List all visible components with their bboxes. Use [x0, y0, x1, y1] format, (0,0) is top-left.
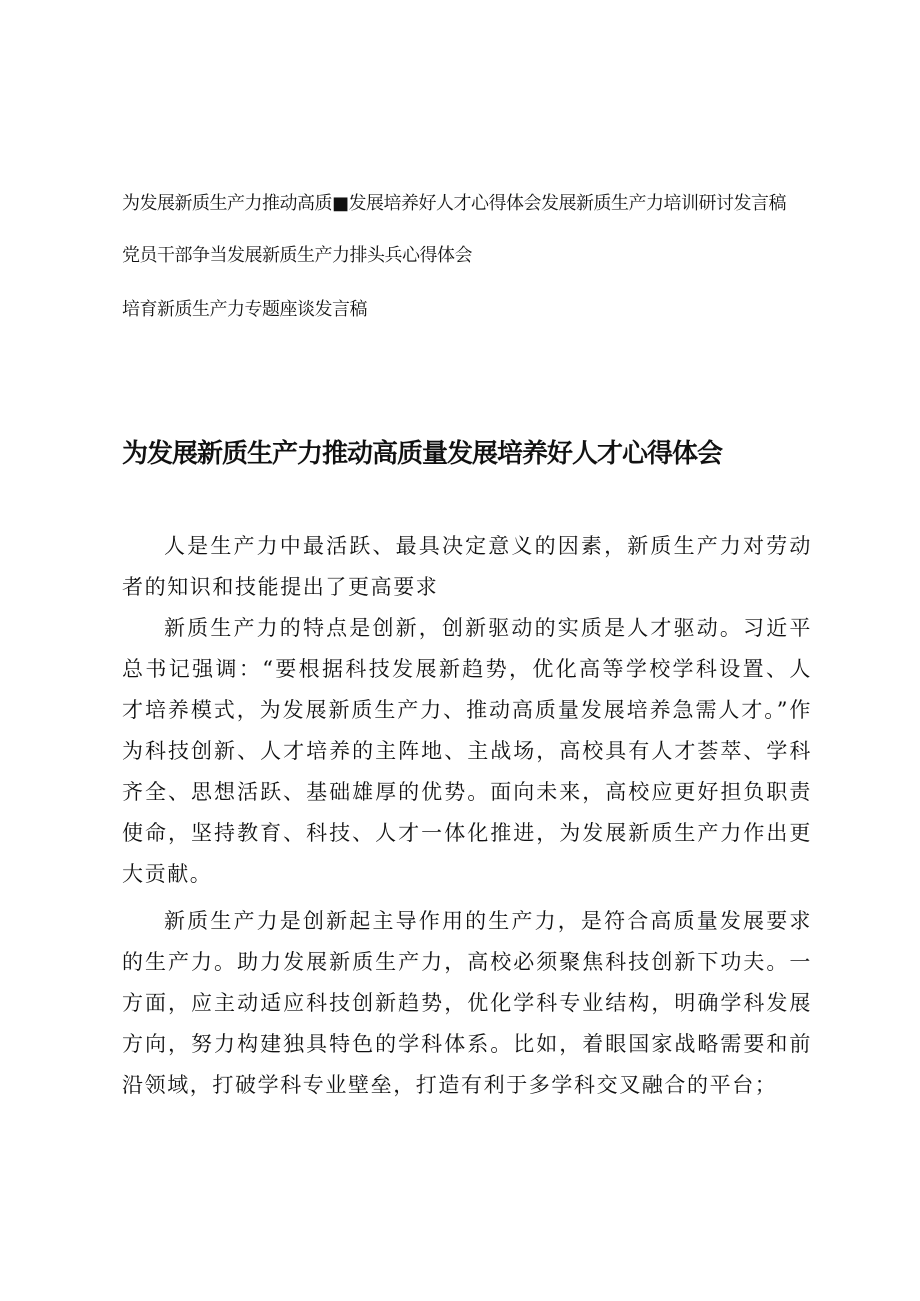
toc-item-1[interactable]: 为发展新质生产力推动高质■发展培养好人才心得体会发展新质生产力培训研讨发言稿 [122, 193, 787, 214]
toc-item-2[interactable]: 党员干部争当发展新质生产力排头兵心得体会 [122, 245, 472, 266]
toc-item-3[interactable]: 培育新质生产力专题座谈发言稿 [122, 299, 367, 320]
paragraph-2: 新质生产力的特点是创新，创新驱动的实质是人才驱动。习近平总书记强调：“要根据科技发展新趋势，优化高等学校学科设置、人才培养模式，为发展新质生产力、推动高质量发展培养急需人才。”作为科技创新、人才培养的主阵地、主战场，高校具有人才荟萃、学科齐全、思想活跃、基础雄厚的优势。面向未来，高校应更好担负职责使命，坚持教育、科技、人才一体化推进，为发展新质生产力作出更大贡献。 [122, 616, 812, 886]
paragraph-3: 新质生产力是创新起主导作用的生产力，是符合高质量发展要求的生产力。助力发展新质生产力，高校必须聚焦科技创新下功夫。一方面，应主动适应科技创新趋势，优化学科专业结构，明确学科发展方向，努力构建独具特色的学科体系。比如，着眼国家战略需要和前沿领域，打破学科专业壁垒，打造有利于多学科交叉融合的平台； [122, 909, 812, 1097]
article-title: 为发展新质生产力推动高质量发展培养好人才心得体会 [122, 439, 723, 469]
article-body [122, 526, 812, 1106]
paragraph-1: 人是生产力中最活跃、最具决定意义的因素，新质生产力对劳动者的知识和技能提出了更高要求 [122, 534, 812, 599]
table-of-contents [122, 190, 812, 350]
